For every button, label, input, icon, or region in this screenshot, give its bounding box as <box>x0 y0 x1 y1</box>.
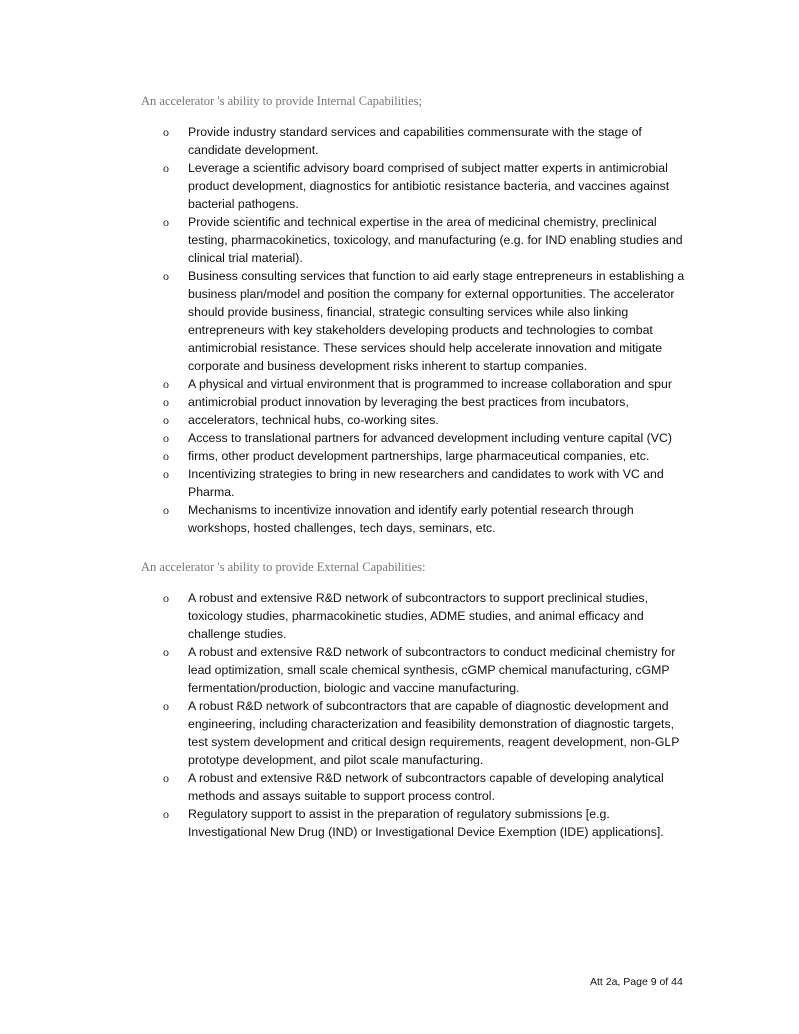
bullet-icon: o <box>163 161 169 175</box>
list-item <box>0 375 686 393</box>
bullet-icon: o <box>163 771 169 785</box>
bullet-icon: o <box>163 125 169 139</box>
list-item-text: Provide scientific and technical expertise in the area of medicinal chemistry, preclinical testing, pharmacokinetics, toxicology, and manufacturing (e.g. for IND enabling studies and clinical trial material). <box>188 215 683 265</box>
list-item-text: A physical and virtual environment that is programmed to increase collaboration and spur <box>188 377 672 391</box>
list-item <box>0 393 686 411</box>
list-item <box>0 465 686 501</box>
external-capabilities-list <box>0 589 799 841</box>
list-item <box>0 805 686 841</box>
bullet-icon: o <box>163 431 169 445</box>
list-item-text: Regulatory support to assist in the preparation of regulatory submissions [e.g. Investigational New Drug (IND) or Investigational Device Exemption (IDE) applications]. <box>188 807 664 839</box>
list-item-text: Business consulting services that function to aid early stage entrepreneurs in establishing a business plan/model and position the company for external opportunities. The accelerator should provide business, financial, strategic consulting services while also linking entrepreneurs with key stakeholders developing products and technologies to combat antimicrobial resistance. These services should help accelerate innovation and mitigate corporate and business development risks inherent to startup companies. <box>188 269 685 373</box>
bullet-icon: o <box>163 807 169 821</box>
bullet-icon: o <box>163 449 169 463</box>
list-item-text: A robust and extensive R&D network of subcontractors capable of developing analytical methods and assays suitable to support process control. <box>188 771 664 803</box>
bullet-icon: o <box>163 467 169 481</box>
bullet-icon: o <box>163 591 169 605</box>
list-item <box>0 501 686 537</box>
list-item <box>0 697 686 769</box>
list-item-text: A robust and extensive R&D network of subcontractors to conduct medicinal chemistry for lead optimization, small scale chemical synthesis, cGMP chemical manufacturing, cGMP fermentation/production, biologic and vaccine manufacturing. <box>188 645 676 695</box>
list-item-text: A robust R&D network of subcontractors that are capable of diagnostic development and engineering, including characterization and feasibility demonstration of diagnostic targets, test system development and critical design requirements, reagent development, non-GLP prototype development, and pilot scale manufacturing. <box>188 699 680 767</box>
section-heading-external: An accelerator 's ability to provide External Capabilities: <box>141 560 426 574</box>
bullet-icon: o <box>163 503 169 517</box>
list-item-text: firms, other product development partnerships, large pharmaceutical companies, etc. <box>188 449 650 463</box>
bullet-icon: o <box>163 215 169 229</box>
list-item-text: Incentivizing strategies to bring in new researchers and candidates to work with VC and Pharma. <box>188 467 664 499</box>
bullet-icon: o <box>163 377 169 391</box>
list-item-text: Access to translational partners for advanced development including venture capital (VC) <box>188 431 672 445</box>
list-item <box>0 159 686 213</box>
list-item-text: Provide industry standard services and capabilities commensurate with the stage of candidate development. <box>188 125 642 157</box>
list-item <box>0 429 686 447</box>
list-item-text: accelerators, technical hubs, co-working sites. <box>188 413 439 427</box>
page-footer: Att 2a, Page 9 of 44 <box>590 976 683 988</box>
list-item-text: Leverage a scientific advisory board comprised of subject matter experts in antimicrobial product development, diagnostics for antibiotic resistance bacteria, and vaccines against bacterial pathogens. <box>188 161 670 211</box>
list-item <box>0 213 686 267</box>
bullet-icon: o <box>163 269 169 283</box>
list-item-text: A robust and extensive R&D network of subcontractors to support preclinical studies, toxicology studies, pharmacokinetic studies, ADME studies, and animal efficacy and challenge studies. <box>188 591 648 641</box>
list-item <box>0 447 686 465</box>
list-item <box>0 769 686 805</box>
section-heading-internal: An accelerator 's ability to provide Internal Capabilities; <box>141 94 422 108</box>
bullet-icon: o <box>163 645 169 659</box>
bullet-icon: o <box>163 413 169 427</box>
list-item <box>0 411 686 429</box>
internal-capabilities-list <box>0 123 799 537</box>
list-item-text: antimicrobial product innovation by leveraging the best practices from incubators, <box>188 395 629 409</box>
bullet-icon: o <box>163 395 169 409</box>
bullet-icon: o <box>163 699 169 713</box>
list-item-text: Mechanisms to incentivize innovation and identify early potential research through workshops, hosted challenges, tech days, seminars, etc. <box>188 503 634 535</box>
list-item <box>0 267 686 375</box>
list-item <box>0 643 686 697</box>
list-item <box>0 589 686 643</box>
list-item <box>0 123 686 159</box>
